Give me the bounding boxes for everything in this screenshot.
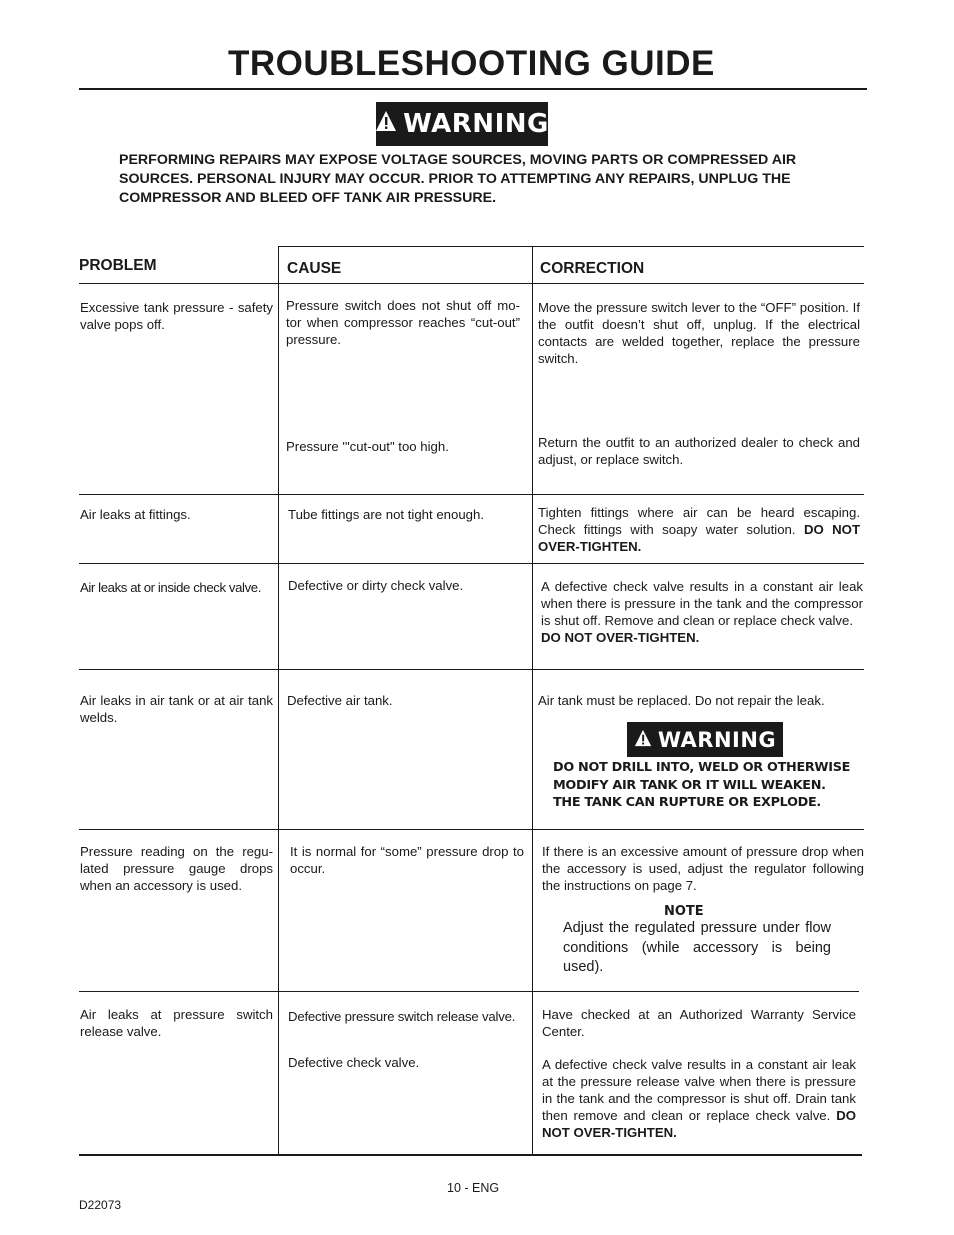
- header-correction: CORRECTION: [540, 260, 645, 277]
- row4-problem: Air leaks in air tank or at air tank welds.: [80, 693, 273, 725]
- row3-cause: Defective or dirty check valve.: [288, 578, 464, 593]
- row6-cause-2: Defective check valve.: [288, 1055, 420, 1070]
- row3-problem: Air leaks at or inside check valve.: [80, 580, 261, 595]
- row6-correction-2: [542, 1056, 856, 1141]
- row5-problem: Pressure reading on the regu-lated pressure gauge drops when an accessory is used.: [80, 844, 273, 893]
- tank-warning-text: DO NOT DRILL INTO, WELD OR OTHERWISE MODIFY AIR TANK OR IT WILL WEAKEN. THE TANK CAN RUPTURE OR EXPLODE.: [553, 760, 851, 810]
- page-title: TROUBLESHOOTING GUIDE: [228, 44, 715, 83]
- row4-correction: Air tank must be replaced. Do not repair the leak.: [538, 693, 825, 708]
- row2-correction-text: Tighten fittings where air can be heard escaping. Check fittings with soapy water solution.: [538, 505, 860, 537]
- row2-correction: [538, 504, 860, 555]
- header-problem: PROBLEM: [79, 257, 157, 274]
- row1-rule: [79, 494, 864, 495]
- warning-banner: [376, 102, 548, 146]
- row2-rule: [79, 563, 864, 564]
- row3-correction-bold: DO NOT OVER-TIGHTEN.: [541, 630, 700, 645]
- header-top-rule: [278, 246, 864, 247]
- row6-problem: Air leaks at pressure switch release valve.: [80, 1007, 273, 1039]
- row2-cause: Tube fittings are not tight enough.: [288, 507, 484, 522]
- row5-correction: If there is an excessive amount of pressure drop when the accessory is used, adjust the regulator following the instructions on page 7.: [542, 844, 864, 893]
- row4-cause: Defective air tank.: [287, 693, 393, 708]
- warning-text: PERFORMING REPAIRS MAY EXPOSE VOLTAGE SOURCES, MOVING PARTS OR COMPRESSED AIR SOURCES. PERSONAL INJURY MAY OCCUR. PRIOR TO ATTEMPTING ANY REPAIRS, UNPLUG THE COMPRESSOR AND BLEED OFF TANK AIR PRESSURE.: [119, 152, 797, 206]
- row4-rule: [79, 829, 864, 830]
- tank-warning-label: WARNING: [657, 727, 777, 752]
- warning-triangle-icon: [634, 728, 652, 752]
- row3-correction: [541, 578, 863, 646]
- document-code: D22073: [79, 1198, 122, 1212]
- row1-correction-1: Move the pressure switch lever to the “OFF” position. If the outfit doesn’t shut off, unplug. If the electrical contacts are welded together, replace the pressure switch.: [538, 300, 860, 366]
- row1-problem: Excessive tank pressure - safety valve pops off.: [80, 300, 273, 332]
- row6-cause-1: Defective pressure switch release valve.: [288, 1009, 516, 1024]
- row1-correction-2: Return the outfit to an authorized dealer to check and adjust, or replace switch.: [538, 435, 860, 467]
- column-divider-1: [278, 246, 279, 1156]
- row5-cause: It is normal for “some” pressure drop to occur.: [290, 844, 524, 876]
- title-rule: [79, 88, 867, 90]
- row6-correction-2-text: A defective check valve results in a constant air leak at the pressure release valve when there is pressure in the tank and the compressor is shut off. Drain tank then remove and clean or replace check valve.: [542, 1057, 856, 1123]
- note-label: NOTE: [664, 904, 704, 919]
- note-text: Adjust the regulated pressure under flow conditions (while accessory is being used).: [563, 920, 831, 975]
- row3-correction-text: A defective check valve results in a constant air leak when there is pressure in the tank and the compressor is shut off. Remove and clean or replace check valve.: [541, 579, 863, 628]
- row5-rule: [79, 991, 859, 992]
- warning-label: WARNING: [403, 109, 549, 139]
- page-number: 10 - ENG: [447, 1181, 500, 1195]
- header-bottom-rule: [79, 283, 864, 284]
- row1-cause-1: Pressure switch does not shut off mo-tor when compressor reaches “cut-out” pressure.: [286, 298, 520, 347]
- row1-cause-2: Pressure '"cut-out" too high.: [286, 439, 449, 454]
- tank-warning-banner: [627, 722, 783, 757]
- row3-rule: [79, 669, 864, 670]
- row6-correction-2-bold: DO NOT OVER-TIGHTEN.: [542, 1108, 856, 1140]
- header-cause: CAUSE: [287, 260, 342, 277]
- row2-problem: Air leaks at fittings.: [80, 507, 191, 522]
- warning-triangle-icon: [375, 109, 397, 139]
- table-bottom-rule: [79, 1154, 862, 1156]
- row2-correction-bold: DO NOT OVER-TIGHTEN.: [538, 522, 860, 554]
- row6-correction-1: Have checked at an Authorized Warranty Service Center.: [542, 1007, 856, 1039]
- column-divider-2: [532, 246, 533, 1156]
